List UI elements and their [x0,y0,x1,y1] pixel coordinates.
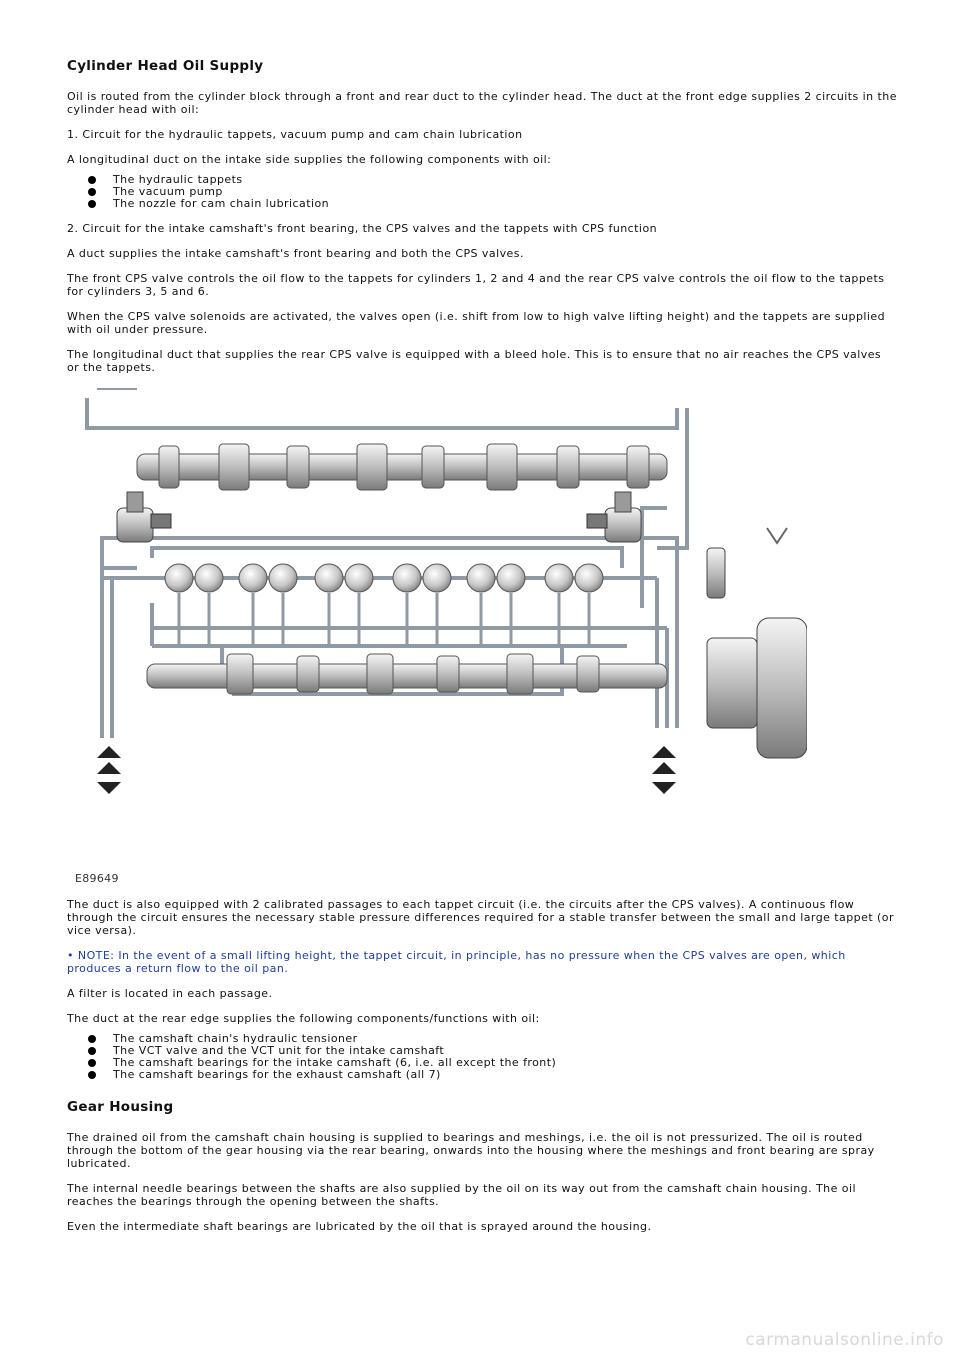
paragraph: The duct is also equipped with 2 calibrated passages to each tappet circuit (i.e. the circuits after the CPS valves). A continuous flow through the circuit ensures the necessary stable pressure differences required for a stable transfer between the small and large tappet (or vice versa). [67,898,894,937]
oil-circuit-illustration [67,388,807,898]
paragraph: 1. Circuit for the hydraulic tappets, vacuum pump and cam chain lubrication [67,128,523,141]
paragraph: The front CPS valve controls the oil flow to the tappets for cylinders 1, 2 and 4 and the rear CPS valve controls the oil flow to the tappets for cylinders 3, 5 and 6. [67,272,885,298]
cps-valve-rear [587,492,641,542]
paragraph: 2. Circuit for the intake camshaft's front bearing, the CPS valves and the tappets with CPS function [67,222,658,235]
chain-tensioner [707,528,787,598]
bullet-item: The hydraulic tappets [88,174,897,186]
paragraph: The duct at the rear edge supplies the following components/functions with oil: [67,1012,540,1025]
watermark: carmanualsonline.info [745,1330,944,1350]
tappet-risers [179,593,589,646]
bullet-item: The camshaft bearings for the intake camshaft (6, i.e. all except the front) [88,1057,897,1069]
oil-flow-arrows [97,746,676,794]
bullet-item: The vacuum pump [88,186,897,198]
paragraph: The longitudinal duct that supplies the rear CPS valve is equipped with a bleed hole. This is to ensure that no air reaches the CPS valves or the tappets. [67,348,882,374]
cps-valve-front [117,492,171,542]
figure-id: E89649 [75,872,119,885]
bullet-list-tappet-circuit [67,174,897,210]
section-title-gear-housing: Gear Housing [67,1099,174,1115]
page-content [67,58,897,1245]
bullet-item: The VCT valve and the VCT unit for the intake camshaft [88,1045,897,1057]
exhaust-camshaft [137,444,667,490]
intake-camshaft [147,654,667,694]
bullet-item: The camshaft chain's hydraulic tensioner [88,1033,897,1045]
bullet-list-rear-edge [67,1033,897,1081]
oil-supply-diagram [67,388,807,898]
section-title-cylinder-head: Cylinder Head Oil Supply [67,58,264,74]
paragraph: The drained oil from the camshaft chain housing is supplied to bearings and meshings, i.e. the oil is not pressurized. The oil is routed through the bottom of the gear housing via the rear bearing, onwards into the housing where the meshings and front bearing are spray lubricated. [67,1131,875,1170]
paragraph: Even the intermediate shaft bearings are lubricated by the oil that is sprayed around the housing. [67,1220,652,1233]
note-paragraph: • NOTE: In the event of a small lifting height, the tappet circuit, in principle, has no pressure when the CPS valves are open, which produces a return flow to the oil pan. [67,949,846,975]
bullet-item: The nozzle for cam chain lubrication [88,198,897,210]
vct-unit [707,618,807,758]
paragraph: A duct supplies the intake camshaft's front bearing and both the CPS valves. [67,247,524,260]
bullet-item: The camshaft bearings for the exhaust camshaft (all 7) [88,1069,897,1081]
paragraph: A longitudinal duct on the intake side supplies the following components with oil: [67,153,552,166]
paragraph: When the CPS valve solenoids are activated, the valves open (i.e. shift from low to high valve lifting height) and the tappets are supplied with oil under pressure. [67,310,886,336]
paragraph: A filter is located in each passage. [67,987,273,1000]
paragraph: The internal needle bearings between the shafts are also supplied by the oil on its way out from the camshaft chain housing. The oil reaches the bearings through the opening between the shafts. [67,1182,856,1208]
paragraph: Oil is routed from the cylinder block through a front and rear duct to the cylinder head. The duct at the front edge supplies 2 circuits in the cylinder head with oil: [67,90,897,116]
